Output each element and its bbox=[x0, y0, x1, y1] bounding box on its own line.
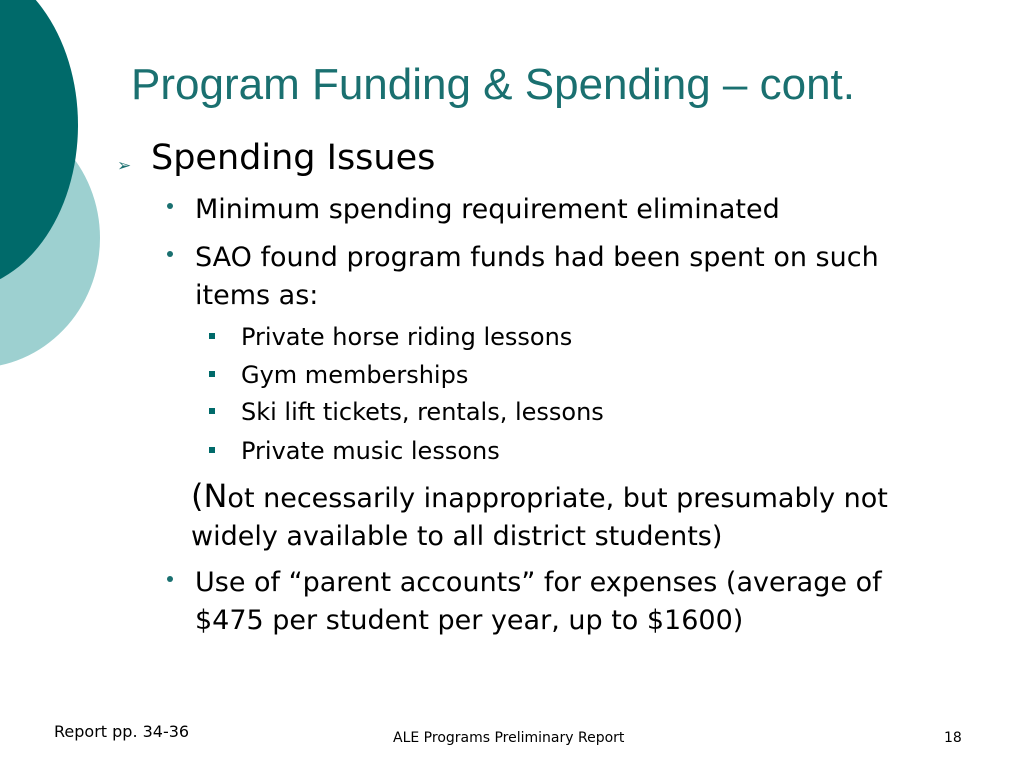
footer-reference: Report pp. 34-36 bbox=[54, 722, 190, 741]
sub-bullet-text: Gym memberships bbox=[241, 361, 469, 389]
sub-bullet-text: Private horse riding lessons bbox=[241, 323, 573, 351]
note-first-char: (N bbox=[191, 477, 228, 515]
heading-text: Spending Issues bbox=[151, 138, 436, 178]
square-icon bbox=[209, 333, 215, 339]
arrowhead-icon: ➢ bbox=[117, 156, 132, 176]
square-icon bbox=[209, 447, 215, 453]
dot-icon bbox=[167, 251, 173, 257]
square-icon bbox=[209, 408, 215, 414]
bullet-text: Use of “parent accounts” for expenses (average of $475 per student per year, up to $1600) bbox=[195, 567, 882, 636]
footer-report-title: ALE Programs Preliminary Report bbox=[393, 730, 625, 746]
bullet-text: Minimum spending requirement eliminated bbox=[195, 194, 780, 225]
bullet-text: SAO found program funds had been spent on such items as: bbox=[195, 242, 879, 311]
square-icon bbox=[209, 371, 215, 377]
dot-icon bbox=[167, 576, 173, 582]
slide-title: Program Funding & Spending – cont. bbox=[131, 60, 856, 109]
footer-page-number: 18 bbox=[944, 730, 962, 746]
sub-bullet-text: Ski lift tickets, rentals, lessons bbox=[241, 398, 604, 426]
note-text bbox=[191, 477, 971, 556]
dot-icon bbox=[167, 203, 173, 209]
note-rest: ot necessarily inappropriate, but presumably not widely available to all district students) bbox=[191, 483, 888, 552]
sub-bullet-text: Private music lessons bbox=[241, 437, 500, 465]
